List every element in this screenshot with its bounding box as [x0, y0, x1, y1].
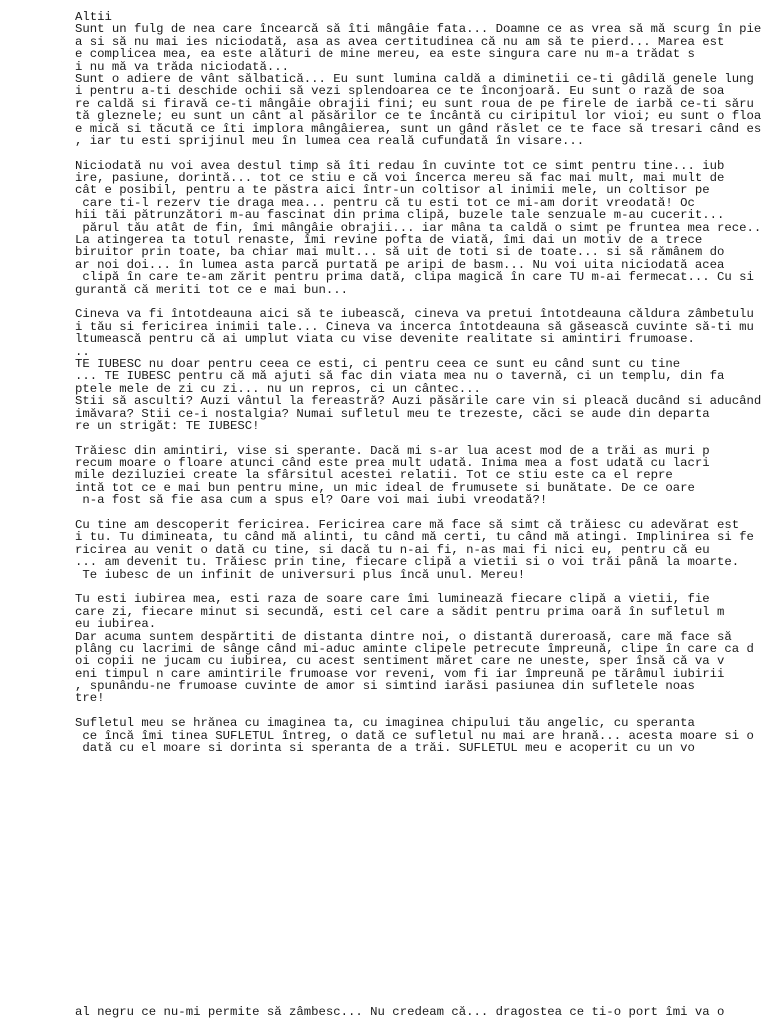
- text-line: Trăiesc din amintiri, vise si sperante. Dacă mi s-ar lua acest mod de a trăi as muri p: [75, 443, 710, 458]
- text-line: i pentru a-ti deschide ochii să vezi splendoarea ce te înconjoară. Eu sunt o rază de soa: [75, 84, 725, 99]
- text-line: , spunându-ne frumoase cuvinte de amor si simtind iarăsi pasiunea din sufletele noas: [75, 679, 695, 694]
- text-line: părul tău atât de fin, îmi mângâie obrajii... iar mâna ta caldă o simt pe fruntea mea rece..: [75, 220, 762, 235]
- text-line: eni timpul n care amintirile frumoase vor reveni, vom fi iar împreună pe tărâmul iubirii: [75, 666, 725, 681]
- paragraph: [75, 593, 765, 705]
- text-line: Sunt un fulg de nea care încearcă să îti mângâie fata... Doamne ce as vrea să mă scurg în pie: [75, 22, 762, 37]
- text-line: Sufletul meu se hrănea cu imaginea ta, cu imaginea chipului tău angelic, cu speranta: [75, 716, 695, 731]
- text-line: Niciodată nu voi avea destul timp să îti redau în cuvinte tot ce simt pentru tine... iub: [75, 158, 725, 173]
- text-line: ar noi doi... în lumea asta parcă purtată pe aripi de basm... Nu voi uita niciodată acea: [75, 257, 725, 272]
- paragraph-gap: [75, 147, 765, 159]
- text-line: care ti-l rezerv tie draga mea... pentru că tu esti tot ce mi-am dorit vreodată! Oc: [75, 195, 695, 210]
- text-line: clipă în care te-am zărit pentru prima dată, clipa magică în care TU m-ai fermecat... Cu si: [75, 270, 754, 285]
- text-line: cât e posibil, pentru a te păstra aici într-un coltisor al inimii mele, un coltisor pe: [75, 183, 710, 198]
- paragraph: [75, 445, 765, 507]
- text-line: Sunt o adiere de vânt sălbatică... Eu sunt lumina caldă a diminetii ce-ti gâdilă genele lung: [75, 71, 754, 86]
- text-line: La atingerea ta totul renaste, îmi revine pofta de viată, îmi dai un motiv de a trece: [75, 233, 703, 248]
- text-line: Stii să asculti? Auzi vântul la fereastră? Auzi păsările care vin si pleacă ducând si aducând: [75, 394, 762, 409]
- document-last-line: al negru ce nu-mi permite să zâmbesc... Nu credeam că... dragostea ce ti-o port îmi va o: [75, 1005, 725, 1019]
- paragraph: [75, 11, 765, 147]
- text-line: Altii: [75, 10, 112, 24]
- text-line: e mică si tăcută ce îti implora mângâierea, sunt un gând răslet ce te face să tresari când es: [75, 121, 762, 136]
- text-line: ltumească pentru că ai umplut viata cu vise devenite realitate si amintiri frumoase.: [75, 332, 695, 347]
- text-line: intă tot ce e mai bun pentru mine, un mic ideal de frumusete si bunătate. De ce oare: [75, 480, 695, 495]
- text-line: ce încă îmi tinea SUFLETUL întreg, o dată ce sufletul nu mai are hrană... acesta moare si o: [75, 728, 754, 743]
- text-line: gurantă că meriti tot ce e mai bun...: [75, 282, 349, 297]
- text-line: ire, pasiune, dorintă... tot ce stiu e că voi încerca mereu să fac mai mult, mai mult de: [75, 171, 725, 186]
- text-line: recum moare o floare atunci când este prea mult udată. Inima mea a fost udată cu lacri: [75, 456, 710, 471]
- text-line: eu iubirea.: [75, 617, 157, 632]
- paragraph: [75, 160, 765, 296]
- text-line: ... am devenit tu. Trăiesc prin tine, fiecare clipă a vietii si o voi trăi până la moarte.: [75, 555, 740, 570]
- text-line: re caldă si firavă ce-ti mângâie obrajii fini; eu sunt roua de pe firele de iarbă ce-ti săru: [75, 96, 754, 111]
- paragraph: [75, 519, 765, 581]
- document-body: [75, 11, 765, 754]
- text-line: a si să nu mai ies niciodată, asa as avea certitudinea că nu am să te pierd... Marea est: [75, 34, 725, 49]
- text-line: e complicea mea, ea este alături de mine mereu, ea este singura care nu m-a trădat s: [75, 47, 695, 62]
- paragraph: [75, 308, 765, 432]
- text-line: ..: [75, 344, 90, 359]
- text-line: ricirea au venit o dată cu tine, si dacă tu n-ai fi, n-as mai fi nici eu, pentru că eu: [75, 542, 710, 557]
- text-line: i tu. Tu dimineata, tu când mă alinti, tu când mă certi, tu când mă atingi. Implinirea si fe: [75, 530, 754, 545]
- paragraph: [75, 717, 765, 754]
- paragraph-gap: [75, 432, 765, 444]
- text-line: oi copii ne jucam cu iubirea, cu acest sentiment măret care ne uneste, sper însă că va v: [75, 654, 725, 669]
- text-line: care zi, fiecare minut si secundă, esti cel care a sădit pentru prima oară în sufletul m: [75, 604, 725, 619]
- text-line: re un strigăt: TE IUBESC!: [75, 418, 260, 433]
- text-line: imăvara? Stii ce-i nostalgia? Numai sufletul meu te trezeste, căci se aude din departa: [75, 406, 710, 421]
- text-line: ptele mele de zi cu zi... nu un repros, ci un cântec...: [75, 381, 481, 396]
- text-line: mile deziluziei create la sfârsitul acestei relatii. Tot ce stiu este ca el repre: [75, 468, 673, 483]
- text-line: tă gleznele; eu sunt un cânt al păsărilor ce te încântă cu ciripitul lor vioi; eu sunt o floa: [75, 109, 762, 124]
- text-line: dată cu el moare si dorinta si speranta de a trăi. SUFLETUL meu e acoperit cu un vo: [75, 741, 695, 756]
- text-line: i tău si fericirea inimii tale... Cineva va incerca întotdeauna să găsească cuvinte să-ti mu: [75, 319, 754, 334]
- text-line: ... TE IUBESC pentru că mă ajuti să fac din viata mea nu o tavernă, ci un templu, din fa: [75, 369, 725, 384]
- text-line: n-a fost să fie asa cum a spus el? Oare voi mai iubi vreodată?!: [75, 493, 548, 508]
- text-line: Tu esti iubirea mea, esti raza de soare care îmi luminează fiecare clipă a vietii, fie: [75, 592, 710, 607]
- text-line: Dar acuma suntem despărtiti de distanta dintre noi, o distantă dureroasă, care mă face să: [75, 629, 732, 644]
- text-line: plâng cu lacrimi de sânge când mi-aduc aminte clipele petrecute împreună, clipe în care ca d: [75, 641, 754, 656]
- text-line: hii tăi pătrunzători m-au fascinat din prima clipă, buzele tale senzuale m-au cucerit...: [75, 208, 725, 223]
- text-line: Te iubesc de un infinit de universuri plus încă unul. Mereu!: [75, 567, 526, 582]
- text-line: biruitor prin toate, ba chiar mai mult... să uit de toti si de toate... si să rămânem do: [75, 245, 725, 260]
- text-line: TE IUBESC nu doar pentru ceea ce esti, ci pentru ceea ce sunt eu când sunt cu tine: [75, 356, 681, 371]
- text-line: , iar tu esti sprijinul meu în lumea cea reală cufundată în visare...: [75, 133, 585, 148]
- text-line: Cineva va fi întotdeauna aici să te iubească, cineva va pretui întotdeauna căldura zâmbetulu: [75, 307, 754, 322]
- text-line: i nu mă va trăda niciodată...: [75, 59, 290, 74]
- text-line: Cu tine am descoperit fericirea. Fericirea care mă face să simt că trăiesc cu adevărat est: [75, 518, 740, 533]
- text-line: tre!: [75, 691, 105, 706]
